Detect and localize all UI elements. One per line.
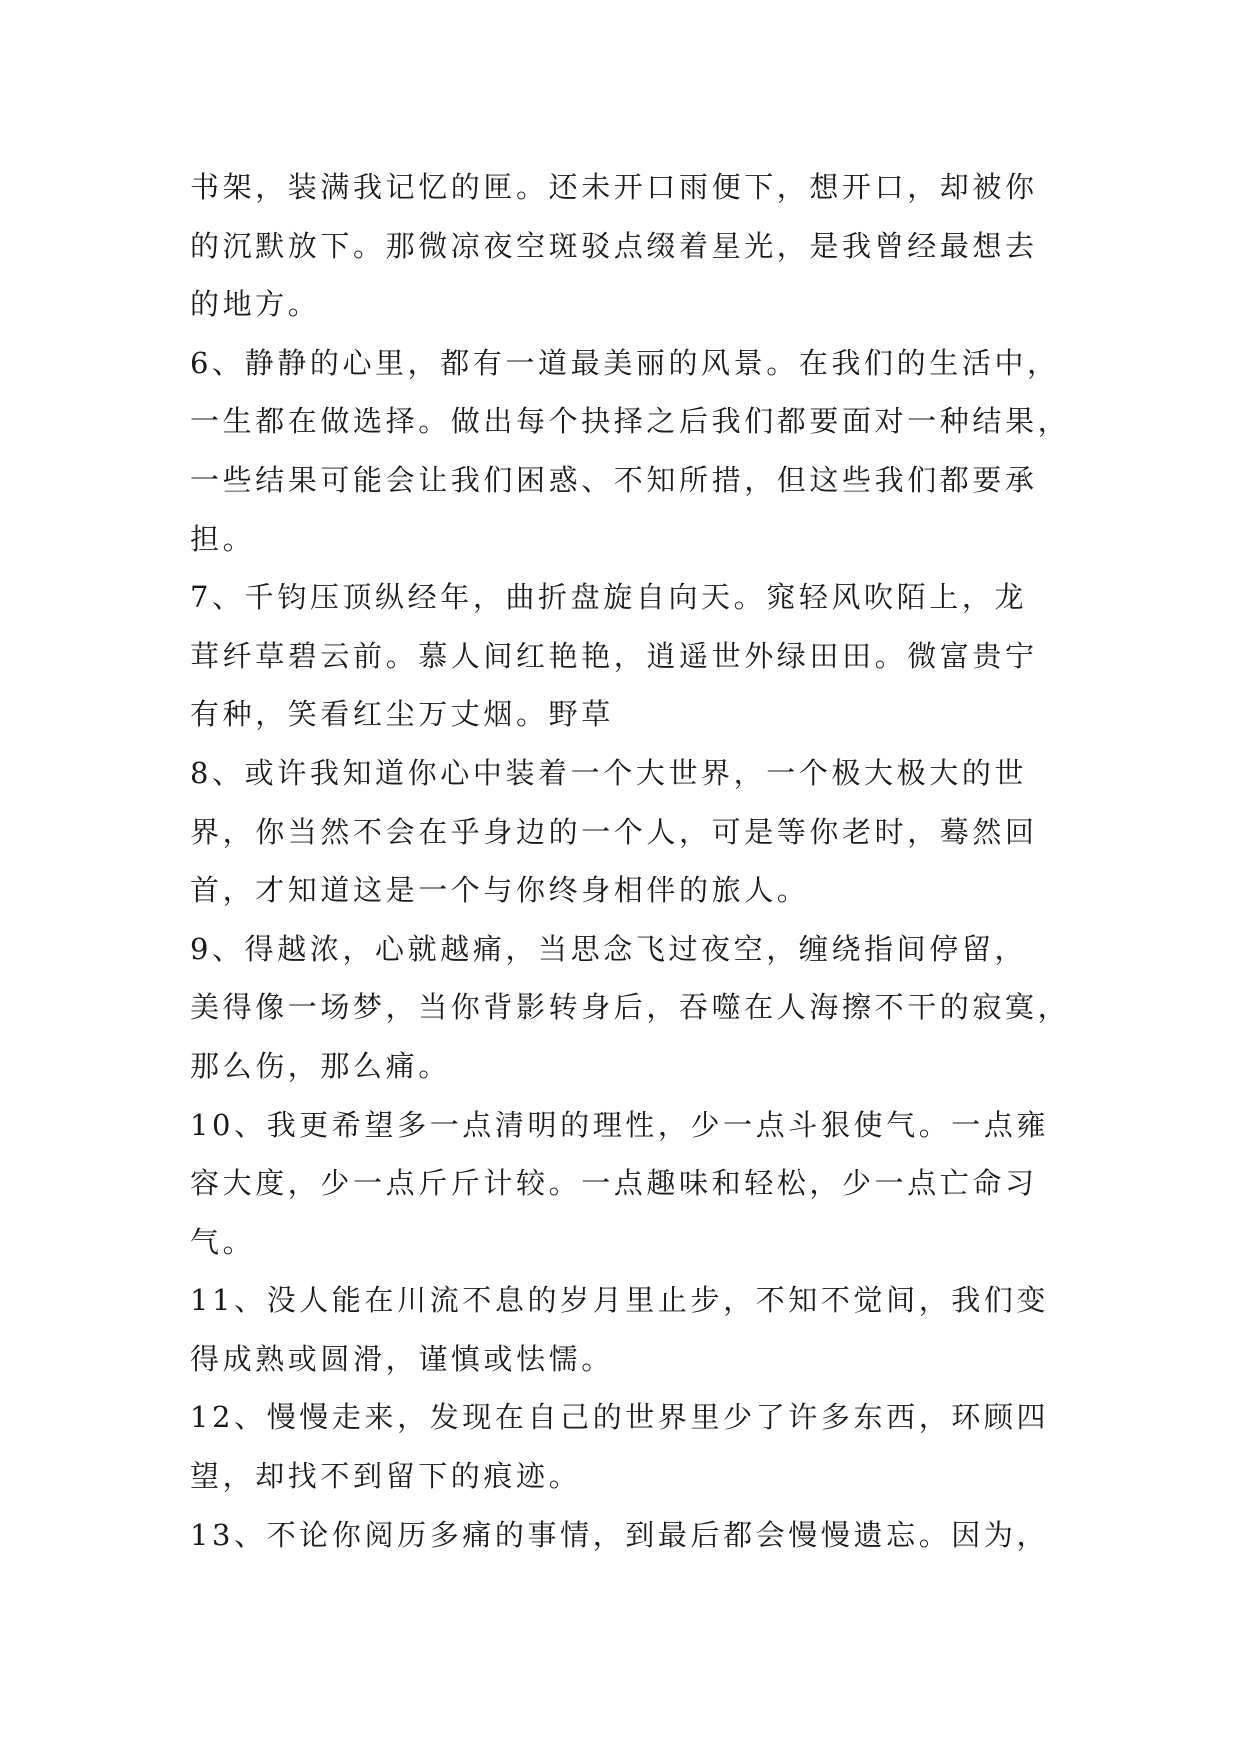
document-body: [190, 158, 1070, 1564]
text-line: 6、静静的心里，都有一道最美丽的风景。在我们的生活中，: [190, 345, 1060, 380]
text-line: 首，才知道这是一个与你终身相伴的旅人。: [190, 873, 810, 908]
text-line: 容大度，少一点斤斤计较。一点趣味和轻松，少一点亡命习: [190, 1166, 1038, 1201]
text-line: 的地方。: [190, 287, 321, 322]
text-line: 11、没人能在川流不息的岁月里止步，不知不觉间，我们变: [190, 1283, 1050, 1318]
text-line: 10、我更希望多一点清明的理性，少一点斗狠使气。一点雍: [190, 1107, 1050, 1142]
text-line: 一些结果可能会让我们困惑、不知所措，但这些我们都要承: [190, 462, 1038, 497]
text-line: 气。: [190, 1224, 256, 1259]
text-line: 7、千钧压顶纵经年，曲折盘旋自向天。窕轻风吹陌上，龙: [190, 580, 1028, 615]
text-line: 茸纤草碧云前。慕人间红艳艳，逍遥世外绿田田。微富贵宁: [190, 638, 1038, 673]
text-line: 的沉默放下。那微凉夜空斑驳点缀着星光，是我曾经最想去: [190, 228, 1038, 263]
text-line: 得成熟或圆滑，谨慎或怯懦。: [190, 1341, 614, 1376]
text-line: 13、不论你阅历多痛的事情，到最后都会慢慢遗忘。因为，: [190, 1517, 1050, 1552]
text-line: 那么伤，那么痛。: [190, 1048, 451, 1083]
text-line: 8、或许我知道你心中装着一个大世界，一个极大极大的世: [190, 755, 1028, 790]
text-line: 9、得越浓，心就越痛，当思念飞过夜空，缠绕指间停留，: [190, 931, 1028, 966]
text-line: 一生都在做选择。做出每个抉择之后我们都要面对一种结果，: [190, 404, 1071, 439]
text-line: 12、慢慢走来，发现在自己的世界里少了许多东西，环顾四: [190, 1400, 1050, 1435]
text-line: 书架，装满我记忆的匣。还未开口雨便下，想开口，却被你: [190, 170, 1038, 204]
text-line: 担。: [190, 521, 256, 556]
text-line: 有种，笑看红尘万丈烟。野草: [190, 697, 614, 732]
text-line: 界，你当然不会在乎身边的一个人，可是等你老时，蓦然回: [190, 814, 1038, 849]
text-line: 美得像一场梦，当你背影转身后，吞噬在人海擦不干的寂寞，: [190, 990, 1071, 1025]
text-line: 望，却找不到留下的痕迹。: [190, 1459, 582, 1494]
